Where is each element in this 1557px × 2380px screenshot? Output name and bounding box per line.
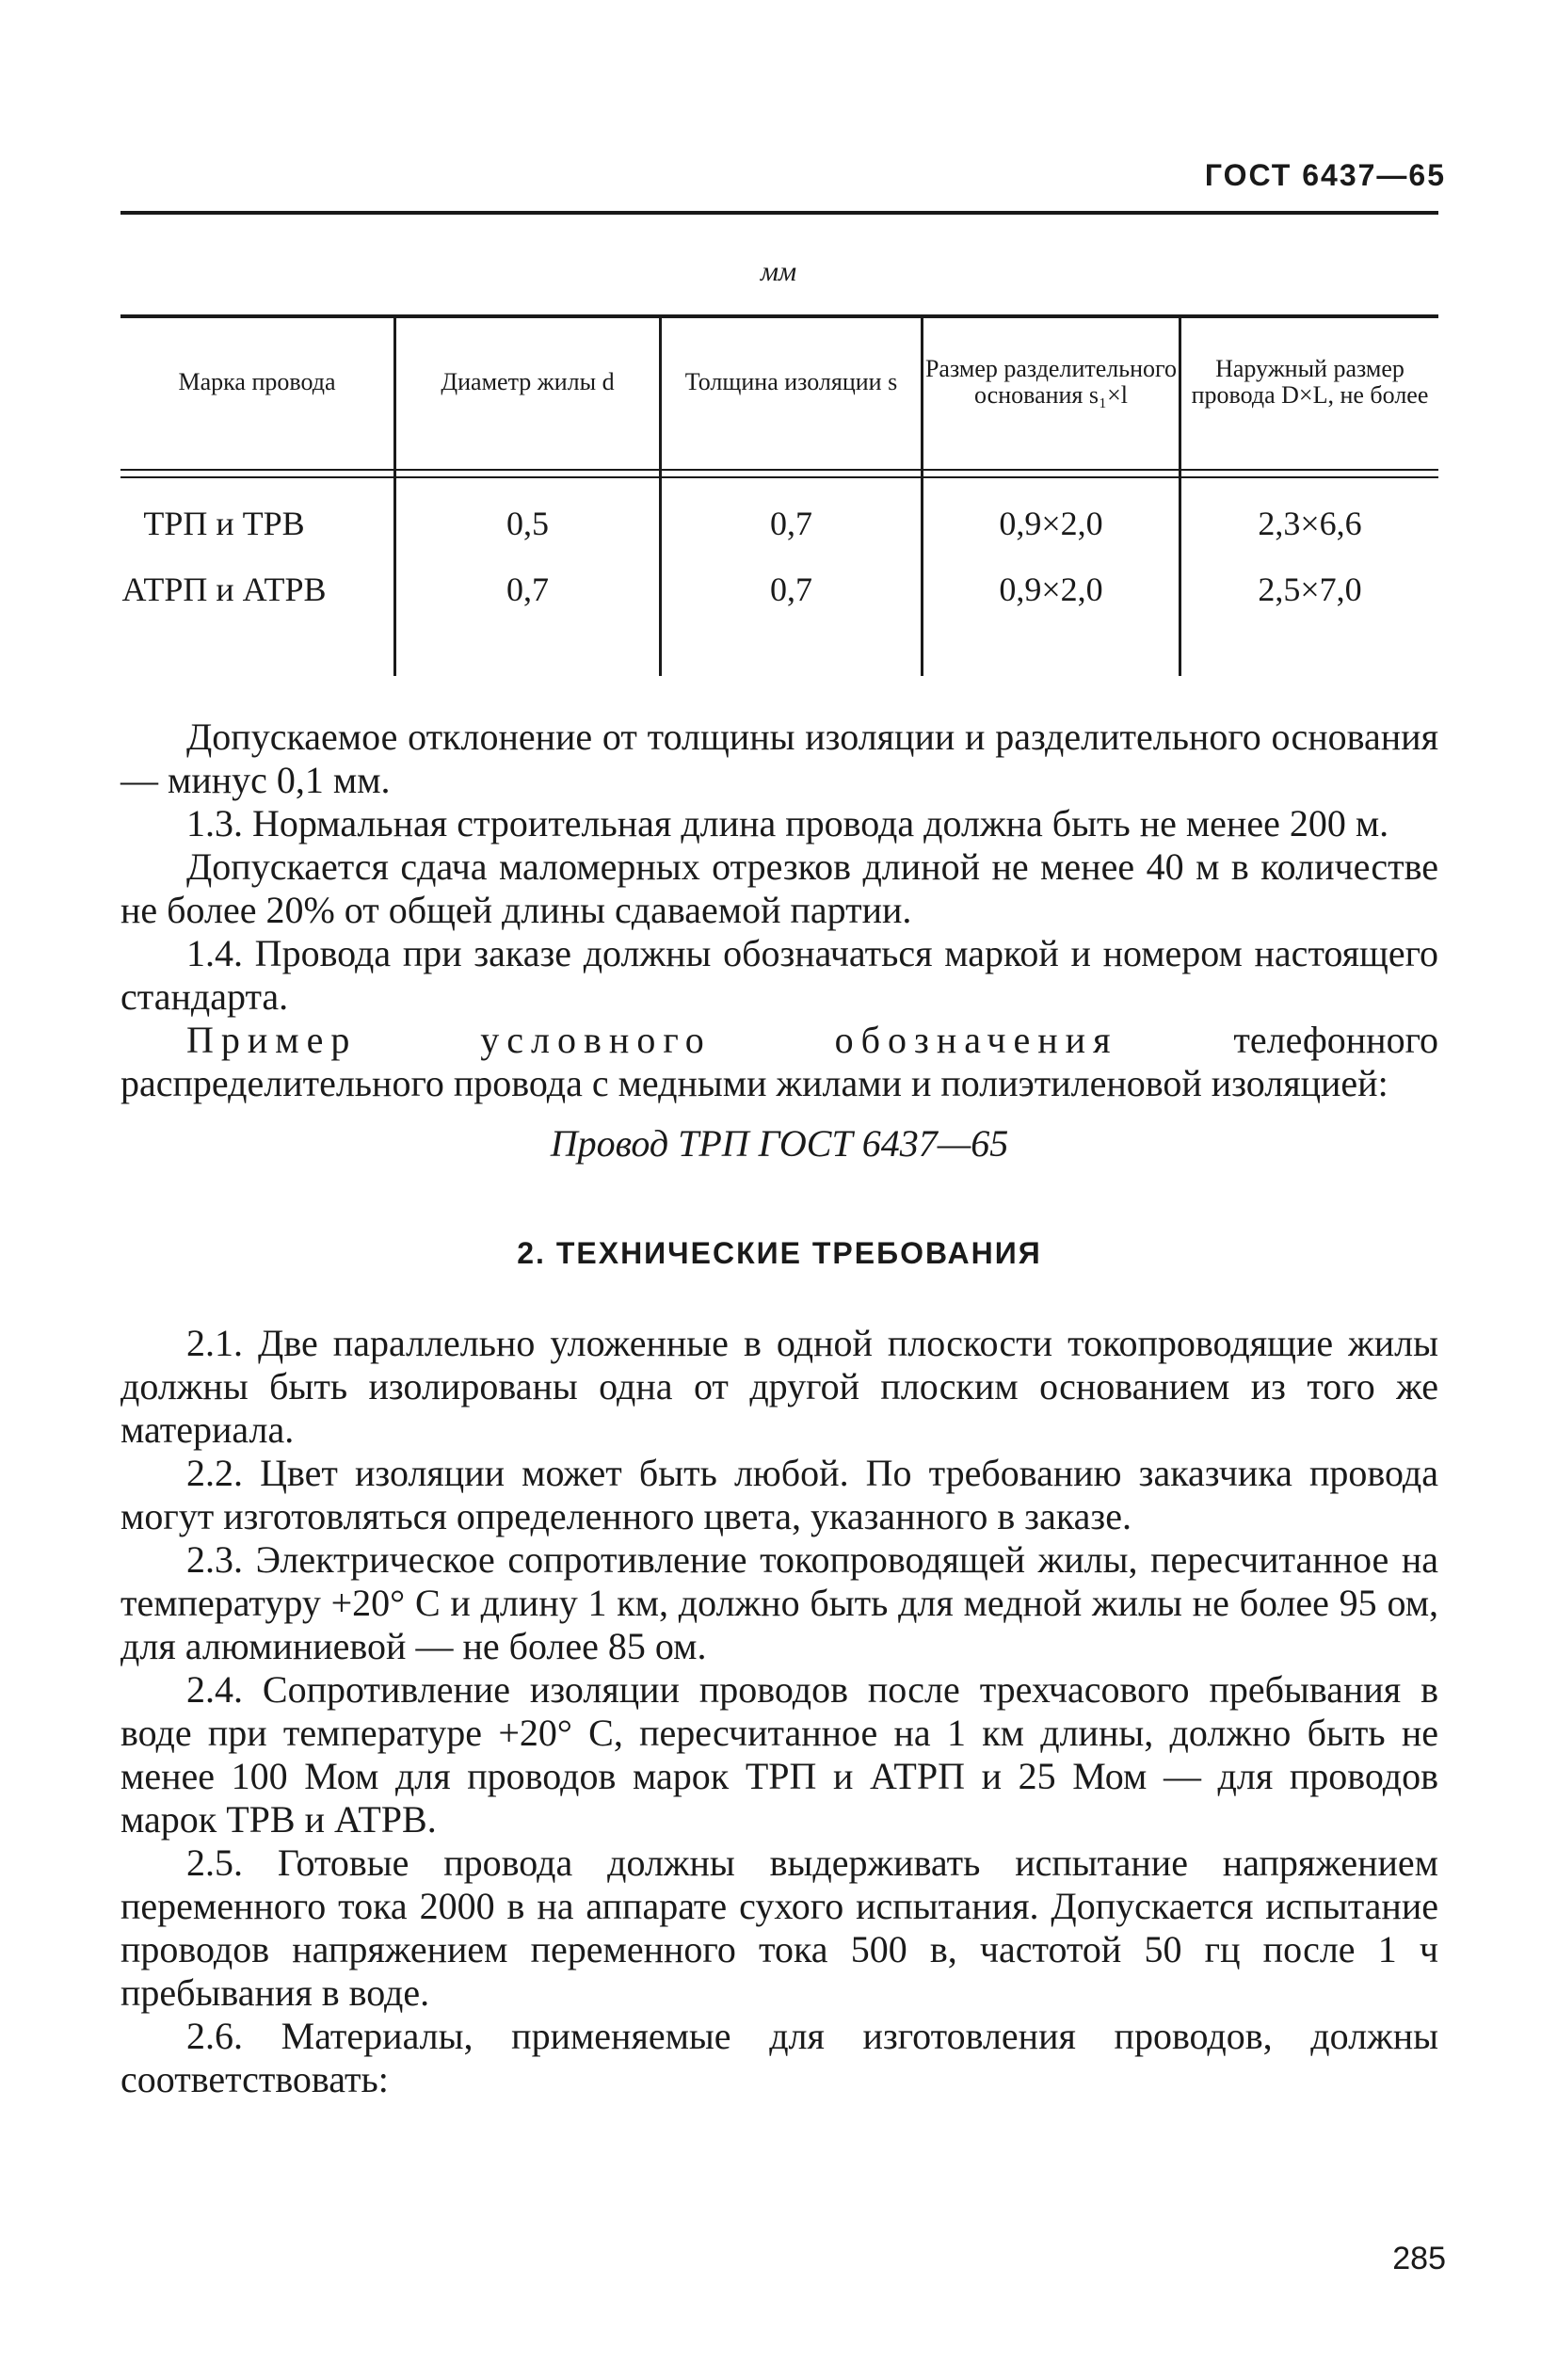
column-header-base-size: Размер разделительного основания s₁×l	[924, 355, 1178, 409]
paragraph: Допускаемое отклонение от толщины изоляции и разделительного основания — минус 0,1 мм.	[120, 716, 1438, 801]
table-cell-thickness: 0,7	[770, 571, 812, 608]
requirement-item: 2.4. Сопротивление изоляции проводов после трехчасового пребывания в воде при температуре +20° С, пересчитанное на 1 км длины, должно быть не менее 100 Мом для проводов марок ТРП и АТРП и 25 Мом — для проводов марок ТРВ и АТРВ.	[120, 1668, 1438, 1841]
paragraph: 1.3. Нормальная строительная длина провода должна быть не менее 200 м.	[186, 802, 1389, 844]
table-cell-diameter: 0,7	[506, 571, 549, 608]
requirement-item: 2.6. Материалы, применяемые для изготовления проводов, должны соответствовать:	[120, 2015, 1438, 2100]
table-unit: мм	[760, 256, 797, 287]
table-cell-outer-size: 2,5×7,0	[1258, 571, 1362, 608]
table-cell-mark: АТРП и АТРВ	[121, 571, 327, 608]
example-lead: Пример условного обозначения	[186, 1019, 1118, 1061]
table-header-rule	[120, 469, 1438, 471]
table-cell-mark: ТРП и ТРВ	[143, 505, 305, 542]
wire-dimensions-table	[120, 314, 1438, 676]
body-text	[120, 716, 1438, 2101]
document-code: ГОСТ 6437—65	[1204, 158, 1446, 192]
paragraph: Допускается сдача маломерных отрезков длиной не менее 40 м в количестве не более 20% от общей длины сдаваемой партии.	[120, 845, 1438, 931]
designation-example: Провод ТРП ГОСТ 6437—65	[550, 1122, 1009, 1165]
column-header-mark: Марка провода	[178, 368, 336, 395]
table-cell-base-size: 0,9×2,0	[999, 571, 1103, 608]
section-title: 2. ТЕХНИЧЕСКИЕ ТРЕБОВАНИЯ	[517, 1236, 1042, 1270]
header-rule	[120, 211, 1438, 215]
table-cell-diameter: 0,5	[506, 505, 549, 542]
column-header-diameter: Диаметр жилы d	[441, 368, 615, 395]
paragraph: 1.4. Провода при заказе должны обозначаться маркой и номером настоящего стандарта.	[120, 932, 1438, 1018]
table-top-rule	[120, 314, 1438, 318]
requirement-item: 2.3. Электрическое сопротивление токопроводящей жилы, пересчитанное на температуру +20° С и длину 1 км, должно быть для медной жилы не более 95 ом, для алюминиевой — не более 85 ом.	[120, 1538, 1438, 1667]
table-cell-thickness: 0,7	[770, 505, 812, 542]
page-number: 285	[1392, 2241, 1446, 2276]
table-cell-outer-size: 2,3×6,6	[1258, 505, 1362, 542]
requirement-item: 2.1. Две параллельно уложенные в одной плоскости токопроводящие жилы должны быть изолированы одна от другой плоским основанием из того же материала.	[120, 1322, 1438, 1451]
table-header-rule-double	[120, 476, 1438, 478]
requirement-item: 2.5. Готовые провода должны выдерживать испытание напряжением переменного тока 2000 в на аппарате сухого испытания. Допускается испытание проводов напряжением переменного тока 500 в, частотой 50 гц после 1 ч пребывания в воде.	[120, 1841, 1438, 2014]
column-header-outer-size: Наружный размер провода D×L, не более	[1191, 355, 1429, 409]
paragraph	[120, 1019, 1438, 1105]
column-header-thickness: Толщина изоляции s	[684, 368, 898, 395]
example-description: телефонного распределительного провода с медными жилами и полиэтиленовой изоляцией:	[120, 1019, 1438, 1104]
requirement-item: 2.2. Цвет изоляции может быть любой. По требованию заказчика провода могут изготовляться определенного цвета, указанного в заказе.	[120, 1452, 1438, 1537]
table-cell-base-size: 0,9×2,0	[999, 505, 1103, 542]
